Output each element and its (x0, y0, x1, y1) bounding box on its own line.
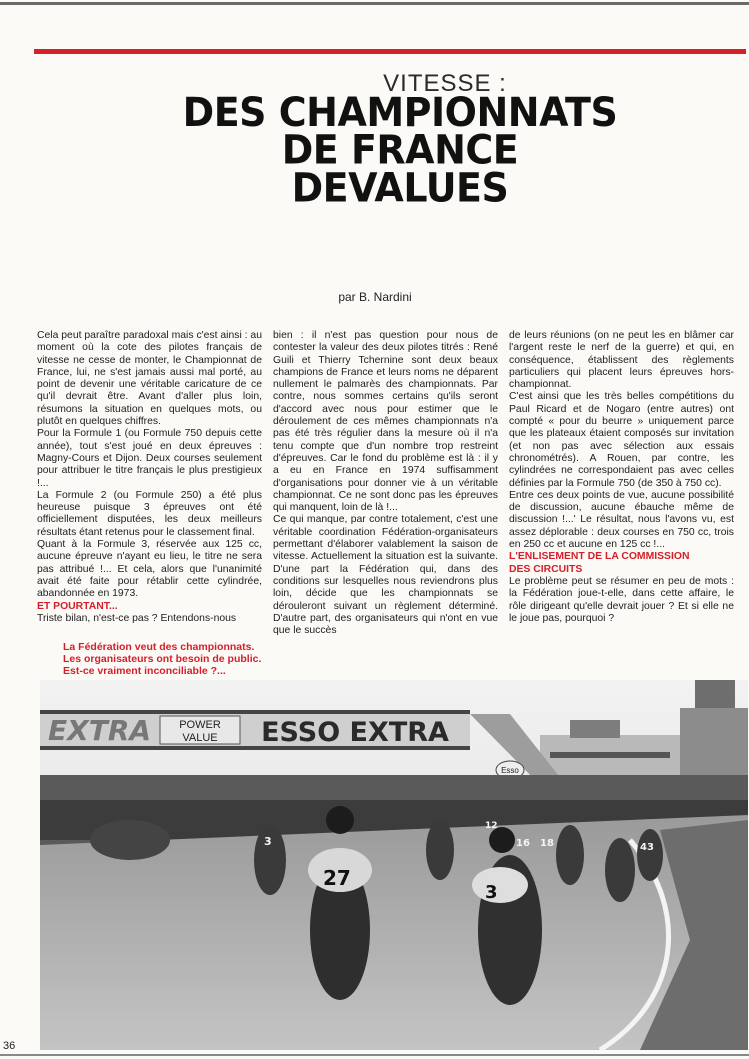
caption-line: Les organisateurs ont besoin de public. (63, 653, 262, 665)
banner-power: POWER (179, 719, 221, 731)
page-number: 36 (3, 1040, 16, 1052)
caption-line: La Fédération veut des championnats. (63, 641, 255, 653)
paragraph: Quant à la Formule 3, réservée aux 125 cc, aucune épreuve n'ayant eu lieu, le titre ne sera pas attribué !... Et cela, alors que l'unanimité avait été faite pour rétablir cette cylindrée, abandonnée en 1973. (37, 539, 262, 600)
paragraph: C'est ainsi que les très belles compétitions du Paul Ricard et de Nogaro (entre autres) ont compté « pour du beurre » uniquement parce que les plateaux étaient composés sur invitation (et non pas avec sélection aux essais chronométrés). A Rouen, par contre, les cylindrées ne correspondaient pas avec celles définies par la Formule 750 (de 350 à 750 cc). (509, 391, 734, 489)
paragraph: Ce qui manque, par contre totalement, c'est une véritable coordination Fédération-organisateurs permettant d'élaborer valablement la saison de vitesse. Actuellement la situation est la suivante. D'une part la Fédération qui, dans des conditions sur lesquelles nous reviendrons plus loin, décide que les championnats se dérouleront suivant un règlement déterminé. D'autre part, des organisateurs qui n'ont en vue que le succès (273, 514, 498, 637)
race-start-photo (40, 680, 748, 1050)
paragraph: Cela peut paraître paradoxal mais c'est ainsi : au moment où la cote des pilotes français de vitesse ne cesse de monter, le Championnat de France, lui, ne s'est jamais aussi mal porté, au point de devenir une véritable caricature de ce qu'il devrait être. Avant d'aller plus loin, résumons la situation en quelques mots, ou plutôt en quelques chiffres. (37, 330, 262, 428)
byline: par B. Nardini (338, 290, 412, 304)
top-rule (0, 2, 749, 5)
rider-number: 18 (540, 838, 554, 849)
rider-number: 43 (640, 842, 654, 853)
rider-number: 27 (323, 866, 351, 890)
text-column-2 (273, 330, 498, 637)
photo-caption (63, 641, 383, 677)
paragraph: Le problème peut se résumer en peu de mots : la Fédération joue-t-elle, dans cette affaire, le rôle dirigeant qu'elle devrait jouer ? Et si elle ne le joue pas, pourquoi ? (509, 575, 734, 624)
caption-line: Est-ce vraiment inconciliable ?... (63, 665, 226, 677)
banner-value: VALUE (182, 732, 218, 744)
article-headline (140, 89, 660, 211)
red-rule (34, 49, 746, 54)
rider-number: 16 (516, 838, 530, 849)
text-column-1 (37, 330, 262, 625)
rider-number: 3 (264, 835, 272, 848)
section-heading: L'ENLISEMENT DE LA COMMISSION (509, 551, 690, 563)
bottom-rule (0, 1054, 749, 1056)
text-column-3 (509, 330, 734, 625)
article-overline: VITESSE : (383, 70, 507, 97)
section-heading: ET POURTANT... (37, 600, 118, 612)
paragraph: bien : il n'est pas question pour nous de contester la valeur des deux pilotes titrés : René Guili et Thierry Tchernine sont deux beaux champions de France et leurs noms ne déparent nullement le palmarès des championnats. Par contre, nous sommes certains qu'ils seront d'accord avec nous pour estimer que le déroulement de ces mêmes championnats n'a pas été très régulier dans la mesure où il n'a tenu compte que d'un nombre trop restreint d'épreuves. Car le fond du problème est là : il y a eu en France en 1974 suffisamment d'organisations pour donner vie à un véritable championnat. Ce ne sont donc pas les épreuves qui manquent, loin de là !... (273, 330, 498, 514)
control-tower (695, 680, 735, 708)
esso-badge: Esso (501, 766, 519, 775)
paragraph: Entre ces deux points de vue, aucune possibilité de discussion, aucune ébauche même de discussion !...' Le résultat, nous l'avons vu, est assez déplorable : deux courses en 750 cc, trois en 250 cc et aucune en 125 cc !... (509, 489, 734, 551)
rider-number: 12 (485, 821, 498, 831)
headline-line-1: DES CHAMPIONNATS (182, 89, 618, 136)
banner-text-main: ESSO EXTRA (261, 717, 449, 748)
headline-line-2: DE FRANCE (281, 126, 519, 174)
paragraph: Pour la Formule 1 (ou Formule 750 depuis cette année), tout s'est joué en deux épreuves : Magny-Cours et Dijon. Deux courses seulement pour attribuer le titre français le plus prestigieux !... (37, 428, 262, 489)
rider-number: 3 (485, 882, 498, 903)
banner-text-left: EXTRA (48, 714, 152, 747)
paragraph: Triste bilan, n'est-ce pas ? Entendons-nous (37, 612, 237, 624)
section-heading: DES CIRCUITS (509, 563, 583, 575)
paragraph: La Formule 2 (ou Formule 250) a été plus heureuse puisque 3 épreuves ont été officiellement disputées, les deux meilleurs résultats étant retenus pour le classement final. (37, 489, 262, 538)
headline-line-3: DEVALUES (291, 164, 509, 211)
paragraph: de leurs réunions (on ne peut les en blâmer car l'argent reste le nerf de la guerre) et qui, en conséquence, établissent des règlements particuliers qui placent leurs épreuves hors-championnat. (509, 330, 734, 391)
